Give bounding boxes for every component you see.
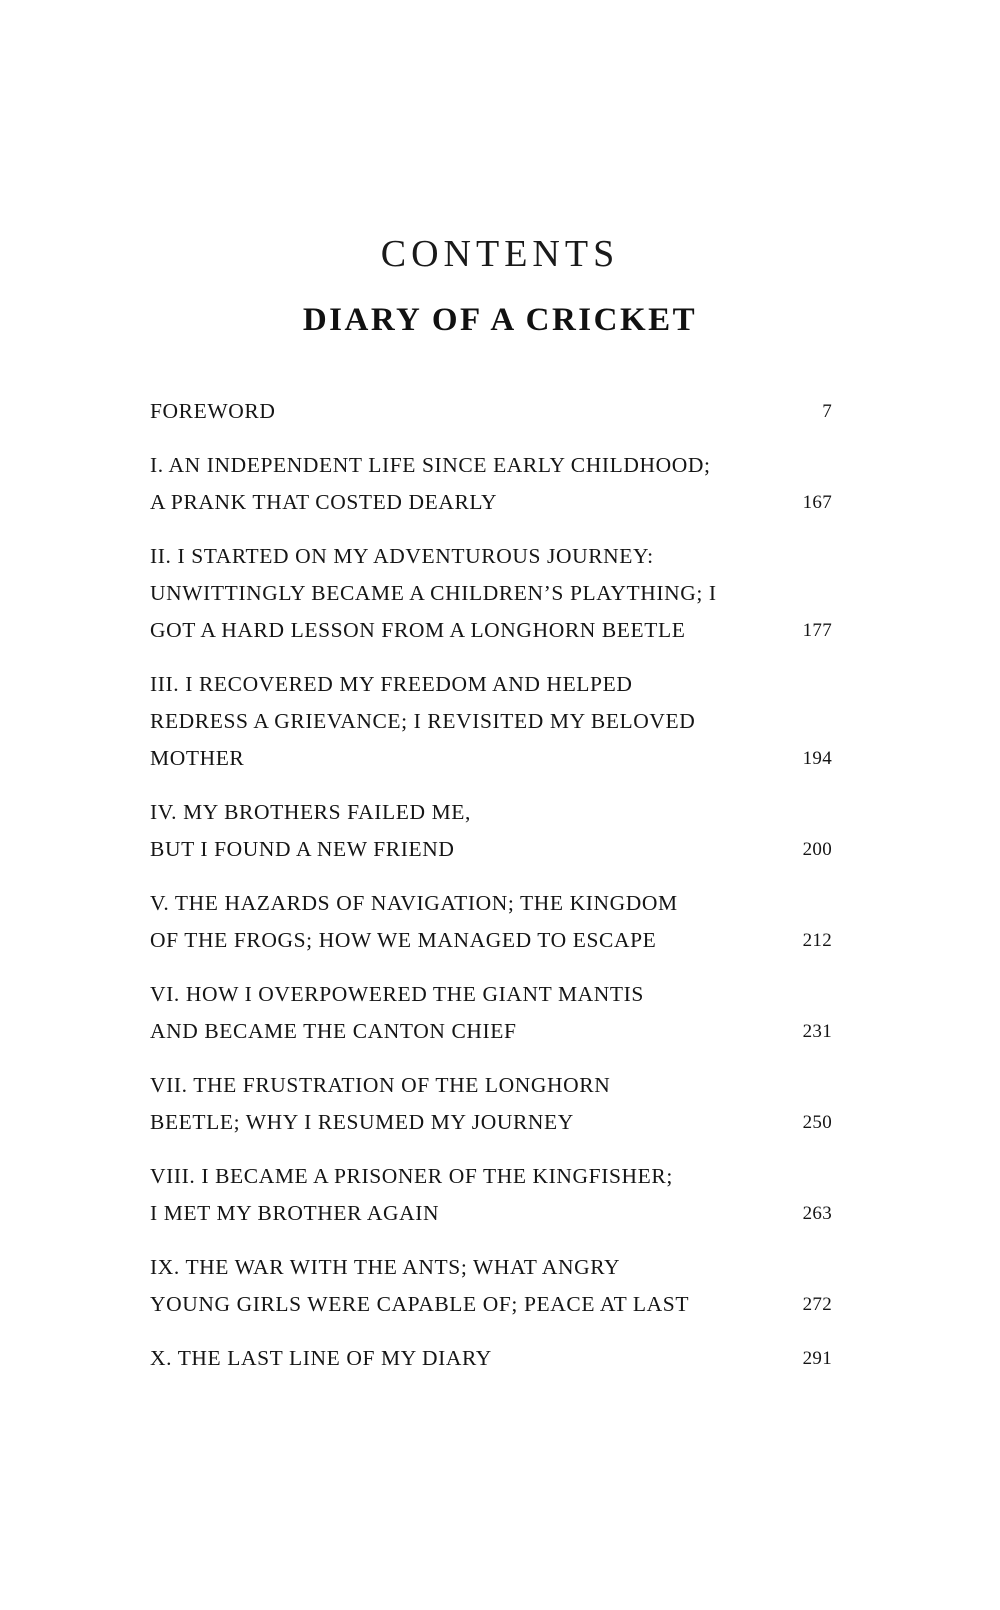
toc-entry [150,885,832,959]
page-title: CONTENTS [380,233,620,275]
toc-entry [150,1158,832,1232]
toc-entry [150,1249,832,1323]
toc-entry-line: IV. MY BROTHERS FAILED ME, [150,800,471,824]
toc-entry [150,1067,832,1141]
book-title: DIARY OF A CRICKET [302,302,698,338]
toc-entry-line: AND BECAME THE CANTON CHIEF [150,1019,517,1043]
toc-entry-line: UNWITTINGLY BECAME A CHILDREN’S PLAYTHING; I [150,581,717,605]
toc-entry-line: I. AN INDEPENDENT LIFE SINCE EARLY CHILDHOOD; [150,453,711,477]
toc-page-number: 212 [802,930,832,951]
toc-entry-line: II. I STARTED ON MY ADVENTUROUS JOURNEY: [150,544,654,568]
toc-entry-line: V. THE HAZARDS OF NAVIGATION; THE KINGDOM [150,891,678,915]
toc-entry-line: GOT A HARD LESSON FROM A LONGHORN BEETLE [150,618,686,642]
toc-entry [150,794,832,868]
toc-entry-text [150,1340,492,1377]
toc-entry [150,1340,832,1377]
toc-entry-line: BEETLE; WHY I RESUMED MY JOURNEY [150,1110,574,1134]
toc-entry-line: X. THE LAST LINE OF MY DIARY [150,1346,492,1370]
toc-entry-text [150,666,695,777]
toc-entry-line: III. I RECOVERED MY FREEDOM AND HELPED [150,672,633,696]
toc-entry-text [150,794,471,868]
toc-entry-line: BUT I FOUND A NEW FRIEND [150,837,455,861]
toc-entry-line: REDRESS A GRIEVANCE; I REVISITED MY BELOVED [150,709,696,733]
toc-page-number: 272 [802,1294,832,1315]
toc-page-number: 200 [802,839,832,860]
toc-entry-line: FOREWORD [150,399,276,423]
toc-entry-line: A PRANK THAT COSTED DEARLY [150,490,498,514]
toc-entry-line: VI. HOW I OVERPOWERED THE GIANT MANTIS [150,982,644,1006]
toc-page-number: 291 [802,1348,832,1369]
toc-page-number: 250 [802,1112,832,1133]
toc-entry-line: VII. THE FRUSTRATION OF THE LONGHORN [150,1073,611,1097]
toc-entry-text [150,447,711,521]
toc-page-number: 177 [802,620,832,641]
toc-entry [150,393,832,430]
toc-entry-line: VIII. I BECAME A PRISONER OF THE KINGFISHER; [150,1164,673,1188]
toc-list [150,393,832,1377]
toc-page-number: 231 [802,1021,832,1042]
toc-entry [150,976,832,1050]
toc-entry-text [150,1249,689,1323]
toc-entry-text [150,538,717,649]
toc-entry-text [150,885,678,959]
toc-entry-text [150,976,644,1050]
toc-page-number: 194 [802,748,832,769]
toc-entry-text [150,1158,673,1232]
toc-entry-text [150,1067,610,1141]
toc-page-number: 167 [802,492,832,513]
toc-entry-text [150,393,275,430]
toc-page-number: 263 [802,1203,832,1224]
toc-entry-line: I MET MY BROTHER AGAIN [150,1201,440,1225]
toc-entry [150,538,832,649]
toc-page-number: 7 [822,401,832,422]
toc-entry-line: IX. THE WAR WITH THE ANTS; WHAT ANGRY [150,1255,621,1279]
toc-entry-line: MOTHER [150,746,245,770]
toc-entry-line: OF THE FROGS; HOW WE MANAGED TO ESCAPE [150,928,657,952]
toc-entry [150,447,832,521]
toc-entry-line: YOUNG GIRLS WERE CAPABLE OF; PEACE AT LAST [150,1292,690,1316]
toc-entry [150,666,832,777]
